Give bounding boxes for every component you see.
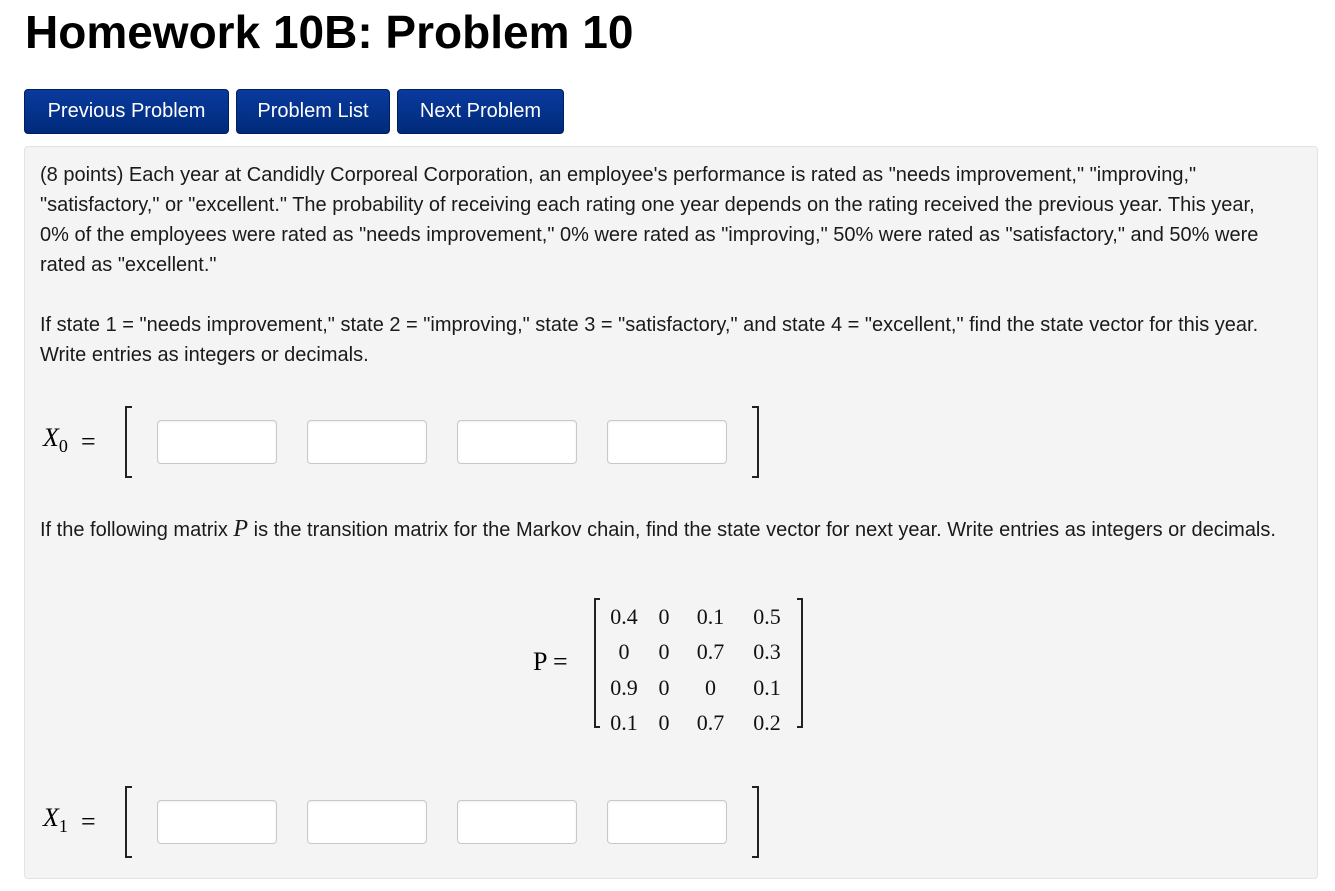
x1-right-bracket [752,786,759,858]
problem-navigation [24,89,564,134]
next-problem-button[interactable]: Next Problem [397,89,564,134]
matrix-cell: 0 [618,639,630,665]
x0-right-bracket [752,406,759,478]
matrix-cell: 0 [658,639,670,665]
matrix-cell: 0 [658,710,670,736]
problem-intro-text: (8 points) Each year at Candidly Corporeal Corporation, an employee's performance is rated as "needs improvement," "improving," "satisfactory," or "excellent." The probability of receiving each rating one year depends on the rating received the previous year. This year, 0% of the employees were rated as "needs improvement," 0% were rated as "improving," 50% were rated as "satisfactory," and 50% were rated as "excellent." [40,164,1259,276]
part2-prompt-after: is the transition matrix for the Markov chain, find the state vector for next year. Write entries as integers or decimals. [248,519,1276,541]
x0-label-subscript: 0 [58,436,68,457]
x0-entry-4-input[interactable] [607,420,727,464]
x0-entry-2-input[interactable] [307,420,427,464]
x1-entry-2-input[interactable] [307,800,427,844]
matrix-cell: 0.2 [753,710,781,736]
matrix-row [604,599,797,635]
part2-prompt-before: If the following matrix [40,519,234,541]
x1-label [43,803,68,837]
part2-prompt-text [40,514,1285,545]
matrix-cell: 0 [658,603,670,629]
matrix-cell: 0.7 [696,639,725,665]
matrix-cell: 0.1 [753,674,781,700]
matrix-row [604,706,797,742]
matrix-table [604,599,797,741]
transition-matrix [594,598,803,736]
matrix-cell: 0.3 [753,639,781,665]
x1-entry-3-input[interactable] [457,800,577,844]
x1-entry-4-input[interactable] [607,800,727,844]
x0-label [43,423,68,457]
x0-label-main: X [43,423,59,452]
matrix-p-label: P = [533,647,568,676]
x1-label-subscript: 1 [58,816,68,837]
page-title: Homework 10B: Problem 10 [25,6,634,58]
x0-equals-sign: = [81,427,96,456]
x1-equals-sign: = [81,807,96,836]
x0-left-bracket [125,406,132,478]
problem-body [24,146,1318,879]
part1-prompt-text: If state 1 = "needs improvement," state 2 = "improving," state 3 = "satisfactory," and state 4 = "excellent," find the state vector for this year. Write entries as integers or decimals. [40,314,1259,366]
matrix-cell: 0 [658,674,670,700]
part2-matrix-symbol: P [233,516,249,542]
x1-label-main: X [43,803,59,832]
matrix-cell: 0.1 [696,603,725,629]
matrix-cell: 0.4 [610,603,638,629]
matrix-cell: 0.7 [696,710,725,736]
matrix-right-bracket [797,598,803,728]
matrix-cell: 0 [705,674,716,700]
previous-problem-button[interactable]: Previous Problem [24,89,229,134]
matrix-cell: 0.9 [610,674,638,700]
x0-entry-1-input[interactable] [157,420,277,464]
x1-left-bracket [125,786,132,858]
problem-list-button[interactable]: Problem List [236,89,390,134]
matrix-row [604,635,797,671]
x1-entry-1-input[interactable] [157,800,277,844]
matrix-left-bracket [594,598,600,728]
x0-entry-3-input[interactable] [457,420,577,464]
matrix-cell: 0.1 [610,710,638,736]
matrix-cell: 0.5 [753,603,781,629]
matrix-row [604,670,797,706]
